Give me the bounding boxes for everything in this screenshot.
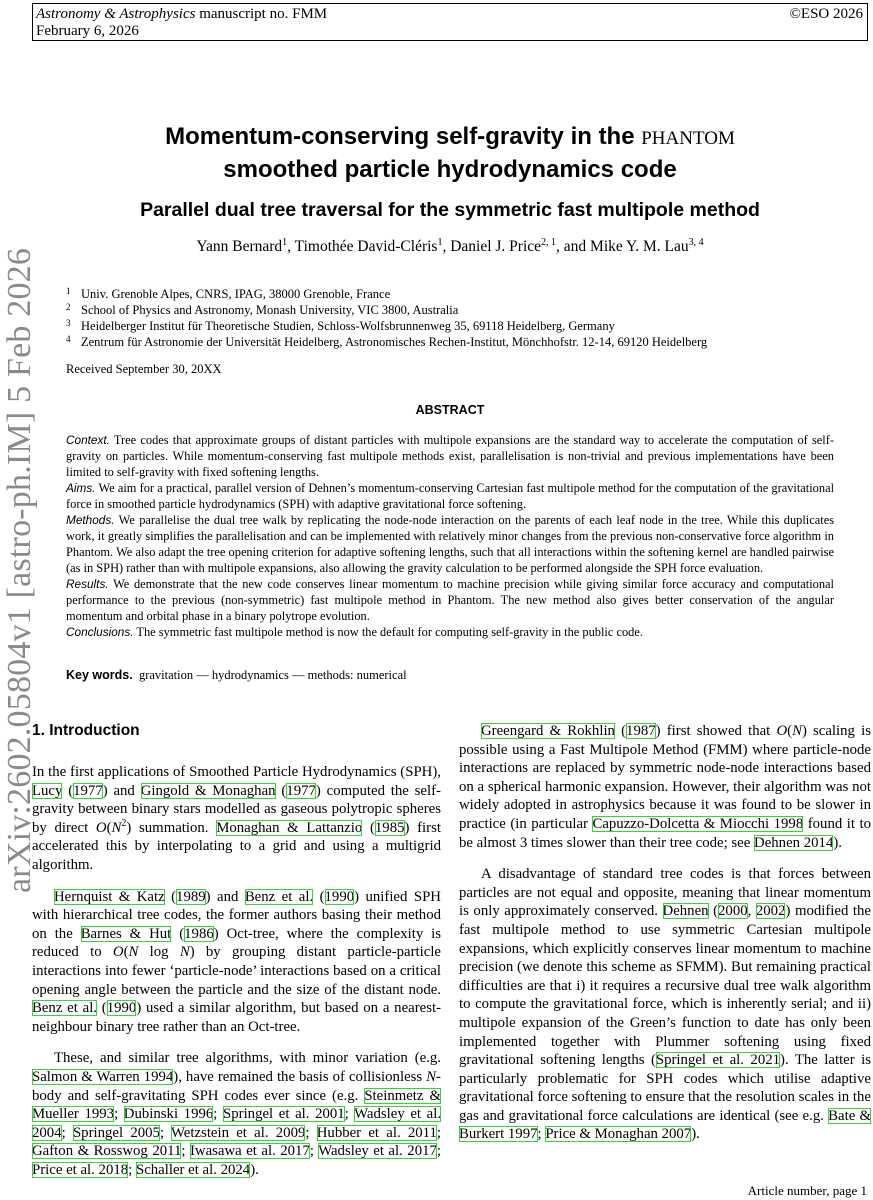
citation-link[interactable]: Lucy [32,782,63,799]
citation-link[interactable]: 1977 [73,782,103,799]
citation-link[interactable]: 2002 [755,903,786,920]
citation-link[interactable]: 1989 [176,888,206,905]
citation-link[interactable]: 1990 [106,1000,137,1017]
citation-link[interactable]: Hubber et al. 2011 [316,1124,437,1141]
citation-link[interactable]: Steinmetz & Mueller 1993 [32,1087,441,1123]
citation-link[interactable]: Price et al. 2018 [32,1161,129,1178]
citation-link[interactable]: Monaghan & Lattanzio [216,819,363,836]
author-list: Yann Bernard$^1$, Timothée David-Cléris$^1$, Daniel J. Price$^{2, 1}$, and Mike Y. M. Lau$^{3, 4}$ [196,236,704,255]
author: Daniel J. Price [450,238,542,255]
citation-link[interactable]: 1977 [286,782,316,799]
citation-link[interactable]: Bate & Burkert 1997 [459,1107,871,1143]
citation-link[interactable]: 2000 [718,903,748,920]
citation-link[interactable]: Springel 2005 [72,1124,160,1141]
author: Yann Bernard [196,238,283,255]
keywords: Key words. gravitation — hydrodynamics — methods: numerical [66,668,407,682]
body-left-column: In the first applications of Smoothed Particle Hydrodynamics (SPH), Lucy (1977) and Gingold & Monaghan (1977) computed the self-gravity between binary stars modelled as gaseous polytropic spheres by direct $O(N^2)$ summation. Monaghan & Lattanzio (1985) first accelerated this by interpolating to a grid and using a multigrid algorithm. Hernquist & Katz (1989) and Benz et al. (1990) unified SPH with hierarchical tree codes, the former authors basing their method on the Barnes & Hut (1986) Oct-tree, where the complexity is reduced to O(N log N) by grouping distant particle-particle interactions into fewer ‘particle-node’ interactions based on a critical opening angle between the particle and the size of the distant node. Benz et al. (1990) used a similar algorithm, but based on a nearest-neighbour binary tree rather than an Oct-tree. These, and similar tree algorithms, with minor variation (e.g. Salmon & Warren 1994), have remained the basis of collisionless N-body and self-gravitating SPH codes ever since (e.g. Steinmetz & Mueller 1993; Dubinski 1996; Springel et al. 2001; Wadsley et al. 2004; Springel 2005; Wetzstein et al. 2009; Hubber et al. 2011; Gafton & Rosswog 2011; Iwasawa et al. 2017; Wadsley et al. 2017; Price et al. 2018; Schaller et al. 2024). [32,764,442,1178]
citation-link[interactable]: 1986 [184,925,214,942]
section-heading: 1. Introduction [32,722,140,739]
page-footer: Article number, page 1 [747,1183,867,1198]
citation-link[interactable]: Schaller et al. 2024 [135,1161,251,1178]
citation-link[interactable]: Gingold & Monaghan [140,782,276,799]
citation-link[interactable]: Springel et al. 2001 [223,1106,345,1123]
abstract-aims: Aims. We aim for a practical, parallel version of Dehnen’s momentum-conserving Cartesian fast multipole method for the computation of the gravitational force in smoothed particle hydrodynamics (SPH) with adaptive gravitational force softening. [66,481,835,511]
citation-link[interactable]: Wetzstein et al. 2009 [171,1124,306,1141]
citation-link[interactable]: 1987 [626,723,656,739]
citation-link[interactable]: Iwasawa et al. 2017 [189,1143,310,1160]
author: Timothée David-Cléris [294,238,438,255]
code-name: PHANTOM [641,128,735,149]
citation-link[interactable]: Barnes & Hut [80,925,172,942]
copyright: ©ESO 2026 [789,6,863,22]
citation-link[interactable]: Wadsley et al. 2017 [318,1143,437,1160]
citation-link[interactable]: Dehnen 2014 [754,834,834,851]
citation-link[interactable]: Wadsley et al. 2004 [32,1106,442,1141]
citation-link[interactable]: Springel et al. 2021 [655,1052,781,1069]
abstract-conclusions: Conclusions. The symmetric fast multipole method is now the default for computing self-gravity in the public code. [66,625,643,639]
citation-link[interactable]: Benz et al. [32,1000,98,1017]
citation-link[interactable]: Salmon & Warren 1994 [32,1068,174,1085]
title-line-2: smoothed particle hydrodynamics code [223,156,677,183]
author: and Mike Y. M. Lau [563,238,689,255]
subtitle: Parallel dual tree traversal for the symmetric fast multipole method [140,199,760,221]
arxiv-stamp: arXiv:2602.05804v1 [astro-ph.IM] 5 Feb 2026 [1,247,38,893]
citation-link[interactable]: Price & Monaghan 2007 [545,1126,692,1143]
body-right-column: Greengard & Rokhlin (1987) first showed that O(N) scaling is possible using a Fast Multipole Method (FMM) where particle-node interactions are replaced by symmetric node-node interactions based on a spherical harmonic expansion. However, their algorithm was not widely adopted in astrophysics because it was found to be slower in practice (in particular Capuzzo-Dolcetta & Miocchi 1998 found it to be almost 3 times slower than their tree code; see Dehnen 2014). A disadvantage of standard tree codes is that forces between particles are not equal and opposite, meaning that linear momentum is only approximately conserved. Dehnen (2000, 2002) modified the fast multipole method to use symmetric Cartesian multipole expansions, which explicitly conserves linear momentum to machine precision (we denote this scheme as SFMM). But remaining practical difficulties are that i) it requires a recursive dual tree walk algorithm to compute the gravitational force, which is inherently serial; and ii) multipole expansion of the Green’s function to date has only been implemented together with Plummer softening using fixed gravitational softening lengths (Springel et al. 2021). The latter is particularly problematic for SPH codes which utilise adaptive gravitational force softening to ensure that the resolution scales in the gas and gravitational force calculations are identical (see e.g. Bate & Burkert 1997; Price & Monaghan 2007). [459,723,871,1143]
citation-link[interactable]: Capuzzo-Dolcetta & Miocchi 1998 [592,815,804,832]
citation-link[interactable]: Dehnen [662,903,709,920]
citation-link[interactable]: Benz et al. [244,888,314,905]
citation-link[interactable]: 1990 [324,888,355,905]
abstract [66,432,834,640]
header-date: February 6, 2026 [36,23,139,39]
abstract-methods: Methods. We parallelise the dual tree walk by replicating the node-node interaction on the parents of each leaf node in the tree. While this duplicates work, it greatly simplifies the parallelisation and can be implemented with relatively minor changes from the previous non-conservative force algorithm in Phantom. We also adapt the tree opening criterion for adaptive softening lengths, such that all interactions within the softening kernel are handled pairwise (as in SPH) rather than with multipole expansions, also allowing the gravity calculation to be performed alongside the SPH force evaluation. [66,513,835,575]
abstract-heading: ABSTRACT [415,403,485,417]
citation-link[interactable]: Gafton & Rosswog 2011 [32,1143,182,1160]
received-date: Received September 30, 20XX [66,362,222,376]
citation-link[interactable]: Greengard & Rokhlin [481,723,615,739]
title-line-1: Momentum-conserving self-gravity in the PHANTOM [165,123,735,150]
abstract-results: Results. We demonstrate that the new code conserves linear momentum to machine precision while giving similar force accuracy and computational performance to the previous (non-symmetric) fast multipole method in Phantom. The new method also gives better conservation of the angular momentum and orbital phase in a binary polytrope evolution. [66,577,835,623]
citation-link[interactable]: Dubinski 1996 [123,1106,214,1123]
citation-link[interactable]: 1985 [374,819,405,836]
abstract-context: Context. Tree codes that approximate groups of distant particles with multipole expansions are the standard way to accelerate the computation of self-gravity on particles. While momentum-conserving fast multipole methods exist, parallelisation is non-trivial and previous implementations have been limited to self-gravity with fixed softening lengths. [66,433,834,479]
citation-link[interactable]: Hernquist & Katz [54,888,165,905]
journal-line: Astronomy & Astrophysics manuscript no. FMM [36,6,328,22]
